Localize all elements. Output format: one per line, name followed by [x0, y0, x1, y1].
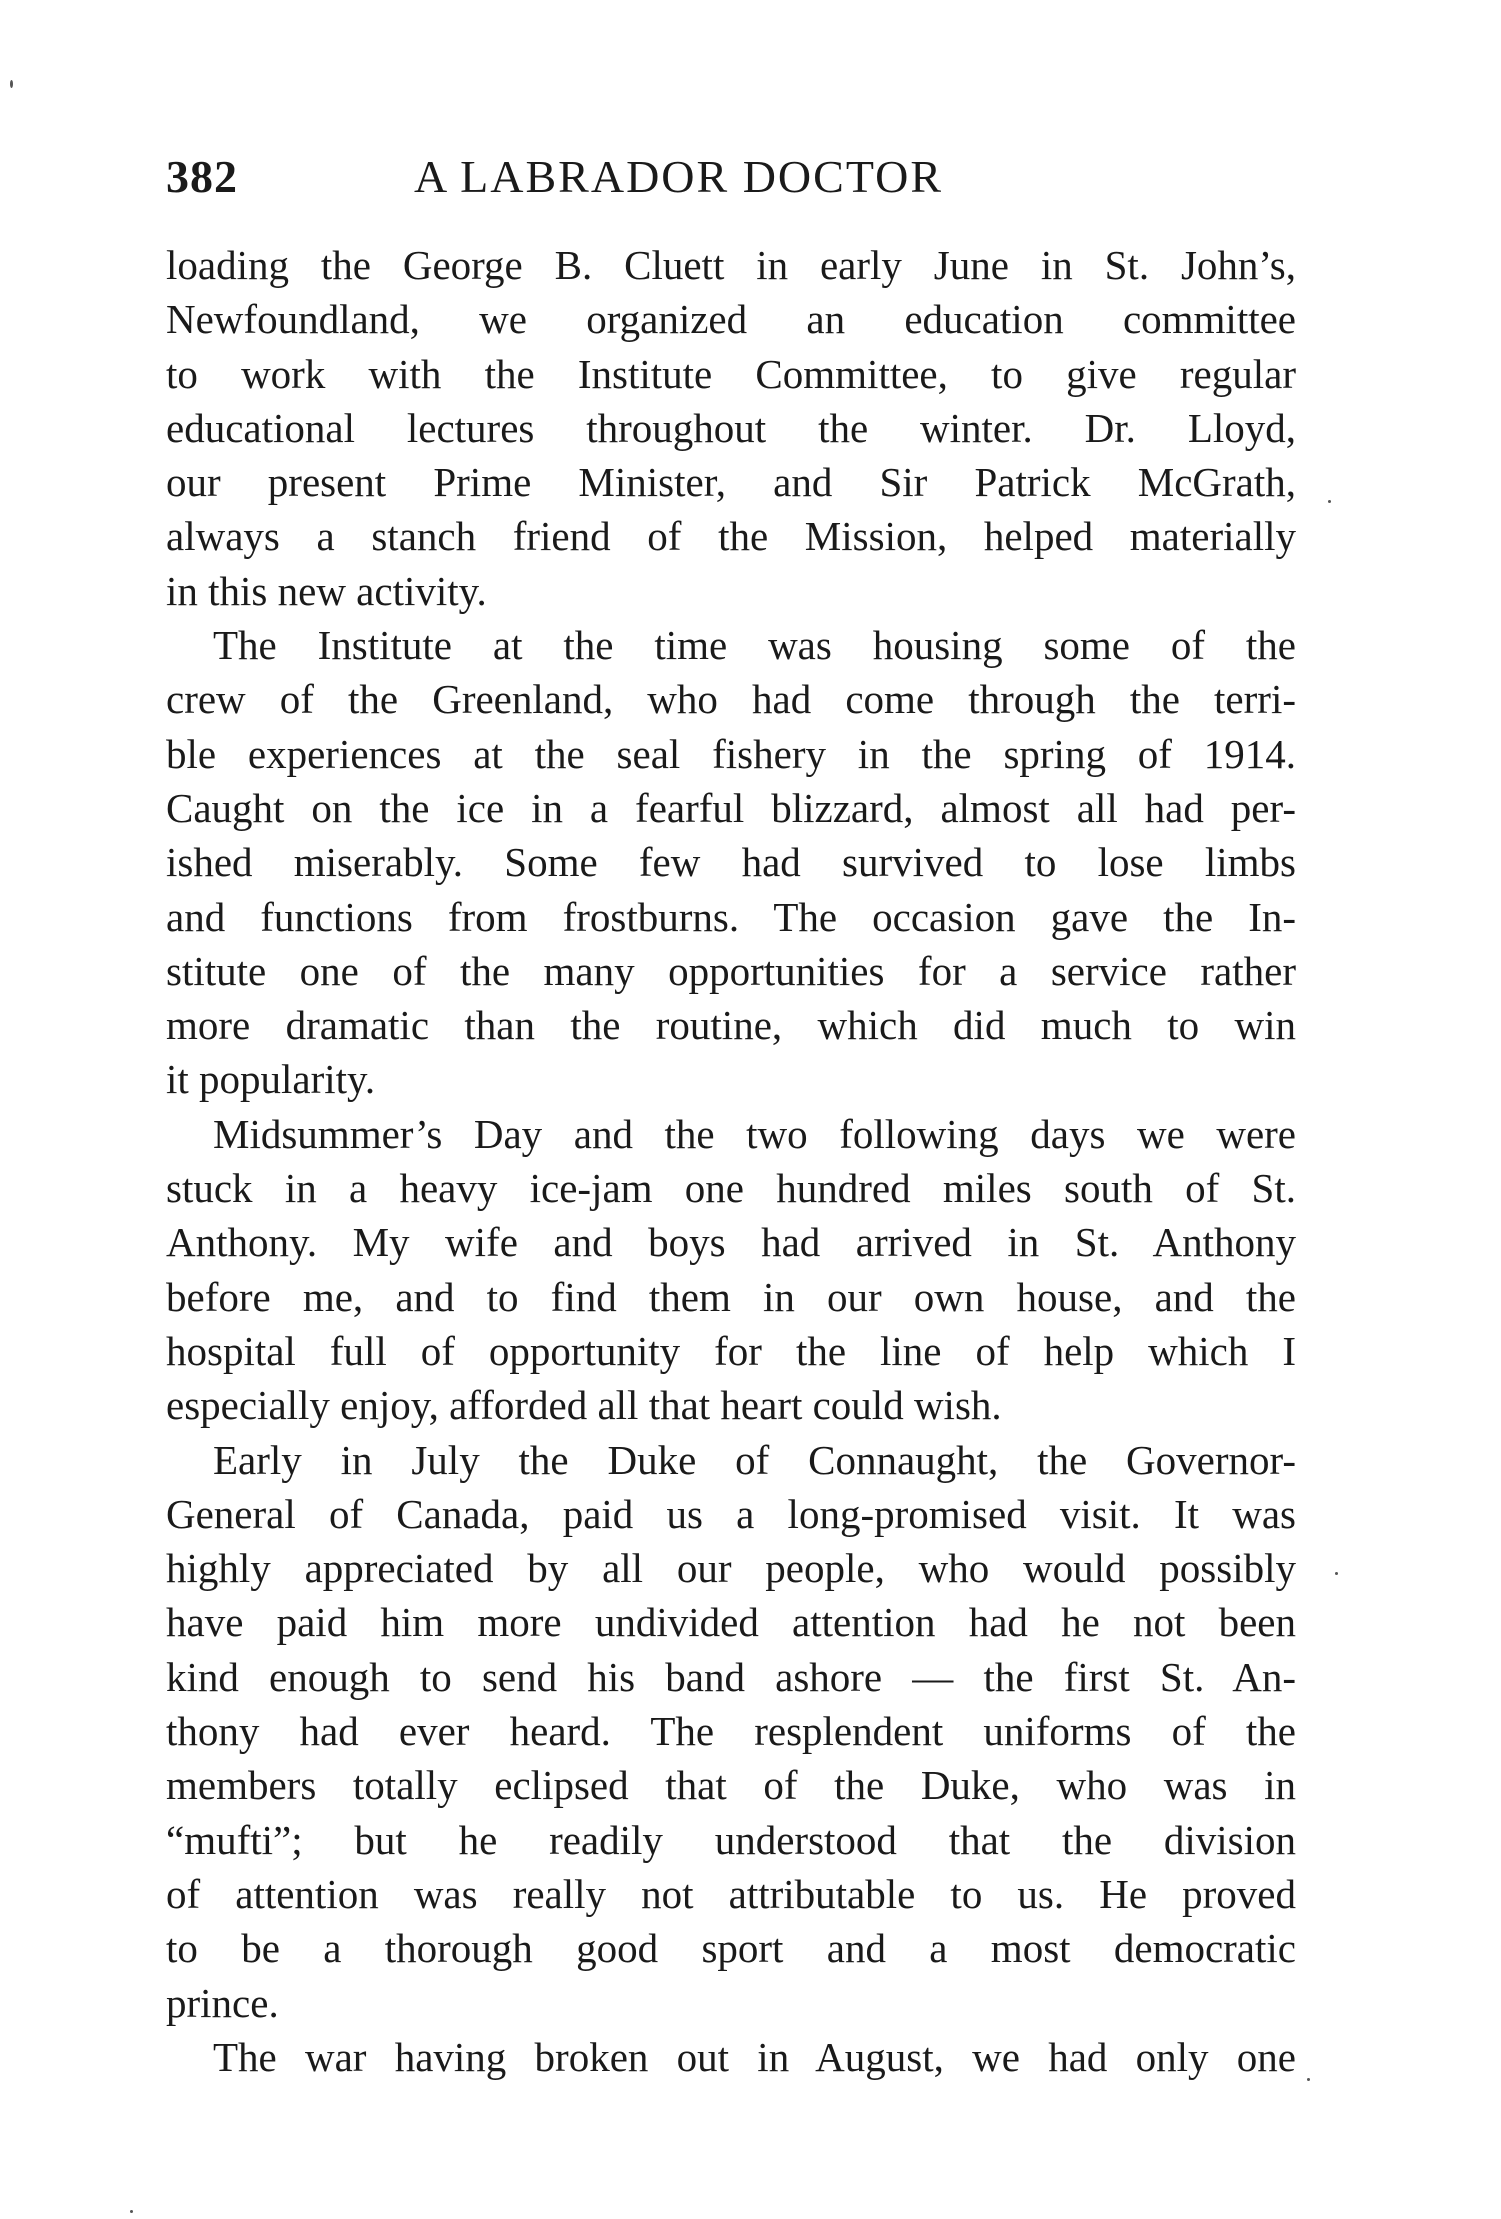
- text-line: members totally eclipsed that of the Duke, who was in: [166, 1762, 1296, 1809]
- text-line: have paid him more undivided attention had he not been: [166, 1599, 1296, 1646]
- text-line: ble experiences at the seal fishery in the spring of 1914.: [166, 730, 1296, 777]
- text-line: always a stanch friend of the Mission, helped materially: [166, 513, 1296, 560]
- scan-speck: [10, 80, 13, 88]
- text-line: more dramatic than the routine, which did much to win: [166, 1002, 1296, 1049]
- text-line: highly appreciated by all our people, who would possibly: [166, 1545, 1296, 1592]
- text-line: Caught on the ice in a fearful blizzard, almost all had per-: [166, 784, 1296, 831]
- body-text: [166, 238, 1296, 2084]
- text-line: “mufti”; but he readily understood that the division: [166, 1816, 1296, 1863]
- text-line: Anthony. My wife and boys had arrived in St. Anthony: [166, 1219, 1296, 1266]
- text-line: thony had ever heard. The resplendent uniforms of the: [166, 1708, 1296, 1755]
- text-line: hospital full of opportunity for the line of help which I: [166, 1327, 1296, 1374]
- text-line: it popularity.: [166, 1056, 376, 1103]
- running-title: A LABRADOR DOCTOR: [414, 151, 943, 202]
- page-header: [166, 150, 1296, 220]
- text-line: The Institute at the time was housing some of the: [213, 622, 1296, 669]
- page-number: 382: [166, 151, 238, 202]
- text-line: stitute one of the many opportunities for a service rather: [166, 947, 1296, 994]
- text-line: Newfoundland, we organized an education committee: [166, 296, 1296, 343]
- scan-speck: [1307, 2078, 1310, 2081]
- text-line: to work with the Institute Committee, to give regular: [166, 350, 1296, 397]
- text-line: Early in July the Duke of Connaught, the Governor-: [213, 1436, 1296, 1483]
- text-line: crew of the Greenland, who had come through the terri-: [166, 676, 1296, 723]
- text-line: Midsummer’s Day and the two following days we were: [213, 1110, 1296, 1157]
- scan-speck: [1328, 500, 1331, 503]
- text-line: kind enough to send his band ashore — the first St. An-: [166, 1653, 1296, 1700]
- text-line: educational lectures throughout the winter. Dr. Lloyd,: [166, 404, 1296, 451]
- text-line: ished miserably. Some few had survived to lose limbs: [166, 839, 1296, 886]
- text-line: especially enjoy, afforded all that heart could wish.: [166, 1382, 1002, 1429]
- text-line: and functions from frostburns. The occasion gave the In-: [166, 893, 1296, 940]
- scan-speck: [130, 2210, 133, 2213]
- text-line: loading the George B. Cluett in early June in St. John’s,: [166, 242, 1296, 288]
- text-line: before me, and to find them in our own house, and the: [166, 1273, 1296, 1320]
- text-line: our present Prime Minister, and Sir Patrick McGrath,: [166, 459, 1296, 506]
- text-line: to be a thorough good sport and a most democratic: [166, 1925, 1296, 1972]
- text-line: stuck in a heavy ice-jam one hundred miles south of St.: [166, 1165, 1296, 1212]
- text-line: in this new activity.: [166, 567, 487, 614]
- scan-speck: [1335, 1572, 1338, 1575]
- text-line: General of Canada, paid us a long-promised visit. It was: [166, 1490, 1296, 1537]
- text-line: of attention was really not attributable to us. He proved: [166, 1870, 1296, 1917]
- text-line: prince.: [166, 1979, 279, 2026]
- text-line: The war having broken out in August, we had only one: [213, 2033, 1296, 2080]
